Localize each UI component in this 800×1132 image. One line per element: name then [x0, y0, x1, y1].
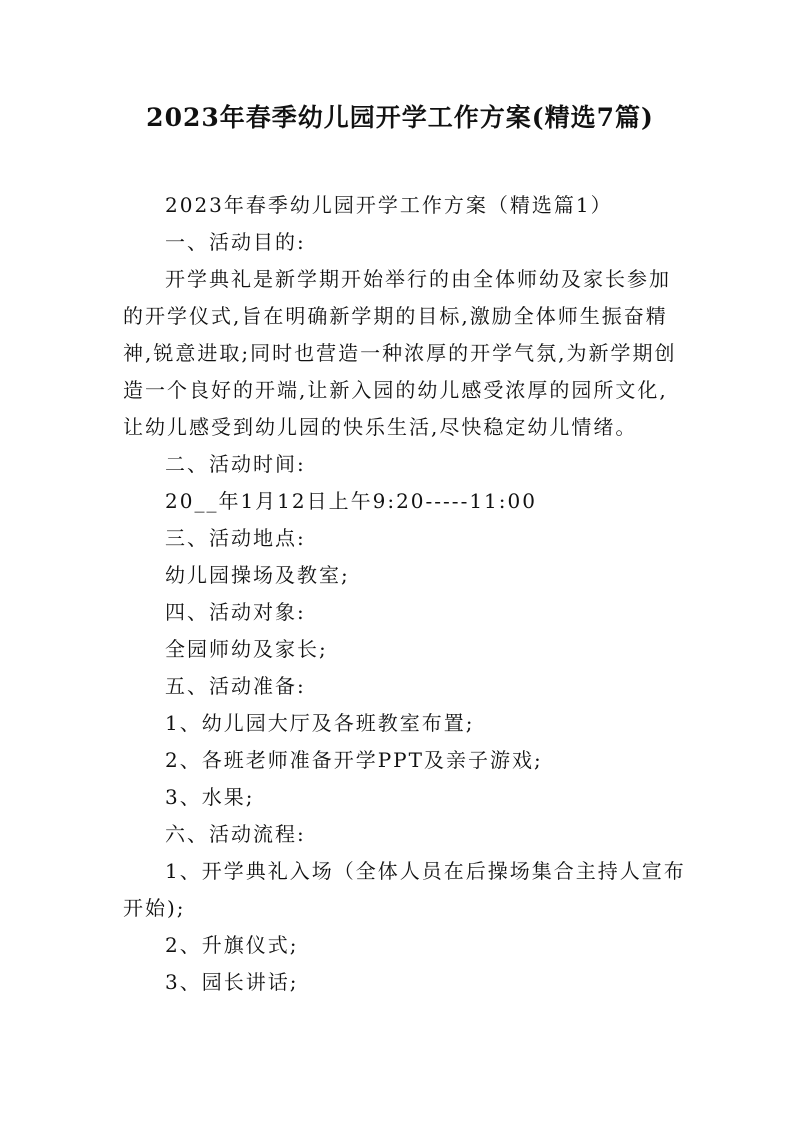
paragraph-line: 造一个良好的开端,让新入园的幼儿感受浓厚的园所文化, — [123, 378, 668, 402]
list-item: 3、园长讲话; — [165, 970, 299, 994]
paragraph-line: 神,锐意进取;同时也营造一种浓厚的开学气氛,为新学期创 — [123, 341, 677, 365]
paragraph-line: 开学典礼是新学期开始举行的由全体师幼及家长参加 — [165, 267, 671, 291]
list-item: 2、升旗仪式; — [165, 933, 299, 957]
section-body-audience: 全园师幼及家长; — [165, 637, 328, 661]
paragraph-line: 的开学仪式,旨在明确新学期的目标,激励全体师生振奋精 — [123, 304, 668, 328]
section-body-location: 幼儿园操场及教室; — [165, 563, 350, 587]
section-heading-location: 三、活动地点: — [165, 526, 306, 550]
section-body-time: 20__年1月12日上午9:20-----11:00 — [165, 489, 537, 513]
paragraph-line: 让幼儿感受到幼儿园的快乐生活,尽快稳定幼儿情绪。 — [123, 415, 638, 439]
section-heading-time: 二、活动时间: — [165, 452, 306, 476]
section-heading-preparation: 五、活动准备: — [165, 674, 306, 698]
list-item: 1、幼儿园大厅及各班教室布置; — [165, 711, 475, 735]
list-item: 1、开学典礼入场（全体人员在后操场集合主持人宣布 — [165, 859, 686, 883]
section-heading-purpose: 一、活动目的: — [165, 230, 306, 254]
list-item: 2、各班老师准备开学PPT及亲子游戏; — [165, 748, 543, 772]
list-item: 3、水果; — [165, 785, 255, 809]
document-subtitle: 2023年春季幼儿园开学工作方案（精选篇1） — [165, 193, 613, 217]
section-heading-audience: 四、活动对象: — [165, 600, 306, 624]
document-body — [123, 187, 698, 1001]
document-title: 2023年春季幼儿园开学工作方案(精选7篇) — [146, 103, 654, 132]
list-item-continuation: 开始); — [123, 896, 186, 920]
section-heading-process: 六、活动流程: — [165, 822, 306, 846]
